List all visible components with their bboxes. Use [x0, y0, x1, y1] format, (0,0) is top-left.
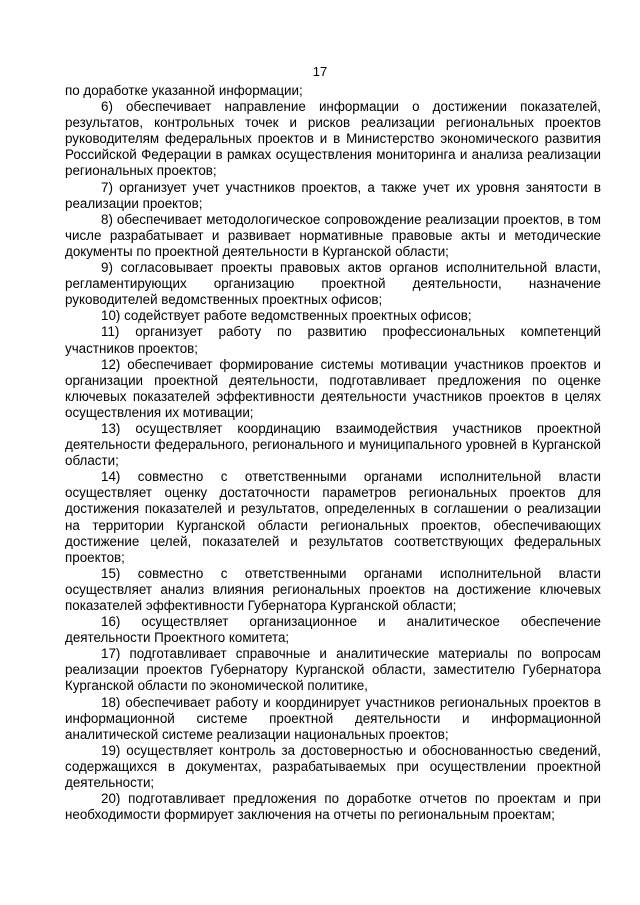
paragraph: 15) совместно с ответственными органами исполнительной власти осуществляет анализ влияния региональных проектов на достижение ключевых показателей эффективности Губернатора Курганской области;	[65, 565, 601, 613]
paragraph: 9) согласовывает проекты правовых актов органов исполнительной власти, регламентирующих организацию проектной деятельности, назначение руководителей ведомственных проектных офисов;	[65, 260, 601, 308]
paragraph: 13) осуществляет координацию взаимодействия участников проектной деятельности федерального, регионального и муниципального уровней в Курганской области;	[65, 420, 601, 469]
paragraph: 10) содействует работе ведомственных проектных офисов;	[101, 308, 472, 324]
paragraph: 20) подготавливает предложения по доработке отчетов по проектам и при необходимости формирует заключения на отчеты по региональным проектам;	[65, 791, 601, 823]
page-number: 17	[312, 64, 328, 79]
paragraph: 6) обеспечивает направление информации о достижении показателей, результатов, контрольных точек и рисков реализации региональных проектов руководителям федеральных проектов и в Министерство экономического развития Российской Федерации в рамках осуществления мониторинга и анализа реализации региональных проектов;	[65, 99, 601, 179]
paragraph: 12) обеспечивает формирование системы мотивации участников проектов и организации проектной деятельности, подготавливает предложения по оценке ключевых показателей эффективности деятельности участников проектов в целях осуществления их мотивации;	[65, 356, 601, 420]
paragraph: 17) подготавливает справочные и аналитические материалы по вопросам реализации проектов Губернатору Курганской области, заместителю Губернатора Курганской области по экономической политике,	[65, 646, 601, 694]
paragraph: 11) организует работу по развитию профессиональных компетенций участников проектов;	[65, 324, 601, 356]
paragraph: 18) обеспечивает работу и координирует участников региональных проектов в информационной системе проектной деятельности и информационной аналитической системе реализации национальных проектов;	[65, 694, 601, 742]
paragraph: по доработке указанной информации;	[65, 83, 303, 98]
paragraph: 16) осуществляет организационное и аналитическое обеспечение деятельности Проектного комитета;	[65, 614, 601, 646]
document-body	[65, 83, 601, 823]
paragraph: 7) организует учет участников проектов, а также учет их уровня занятости в реализации проектов;	[65, 179, 601, 211]
paragraph: 14) совместно с ответственными органами исполнительной власти осуществляет оценку достаточности параметров региональных проектов для достижения показателей и результатов, определенных в соглашении о реализации на территории Курганской области региональных проектов, обеспечивающих достижение целей, показателей и результатов соответствующих федеральных проектов;	[65, 469, 601, 565]
paragraph: 19) осуществляет контроль за достоверностью и обоснованностью сведений, содержащихся в документах, разрабатываемых при осуществлении проектной деятельности;	[65, 742, 601, 791]
paragraph: 8) обеспечивает методологическое сопровождение реализации проектов, в том числе разрабатывает и развивает нормативные правовые акты и методические документы по проектной деятельности в Курганской области;	[65, 211, 601, 259]
